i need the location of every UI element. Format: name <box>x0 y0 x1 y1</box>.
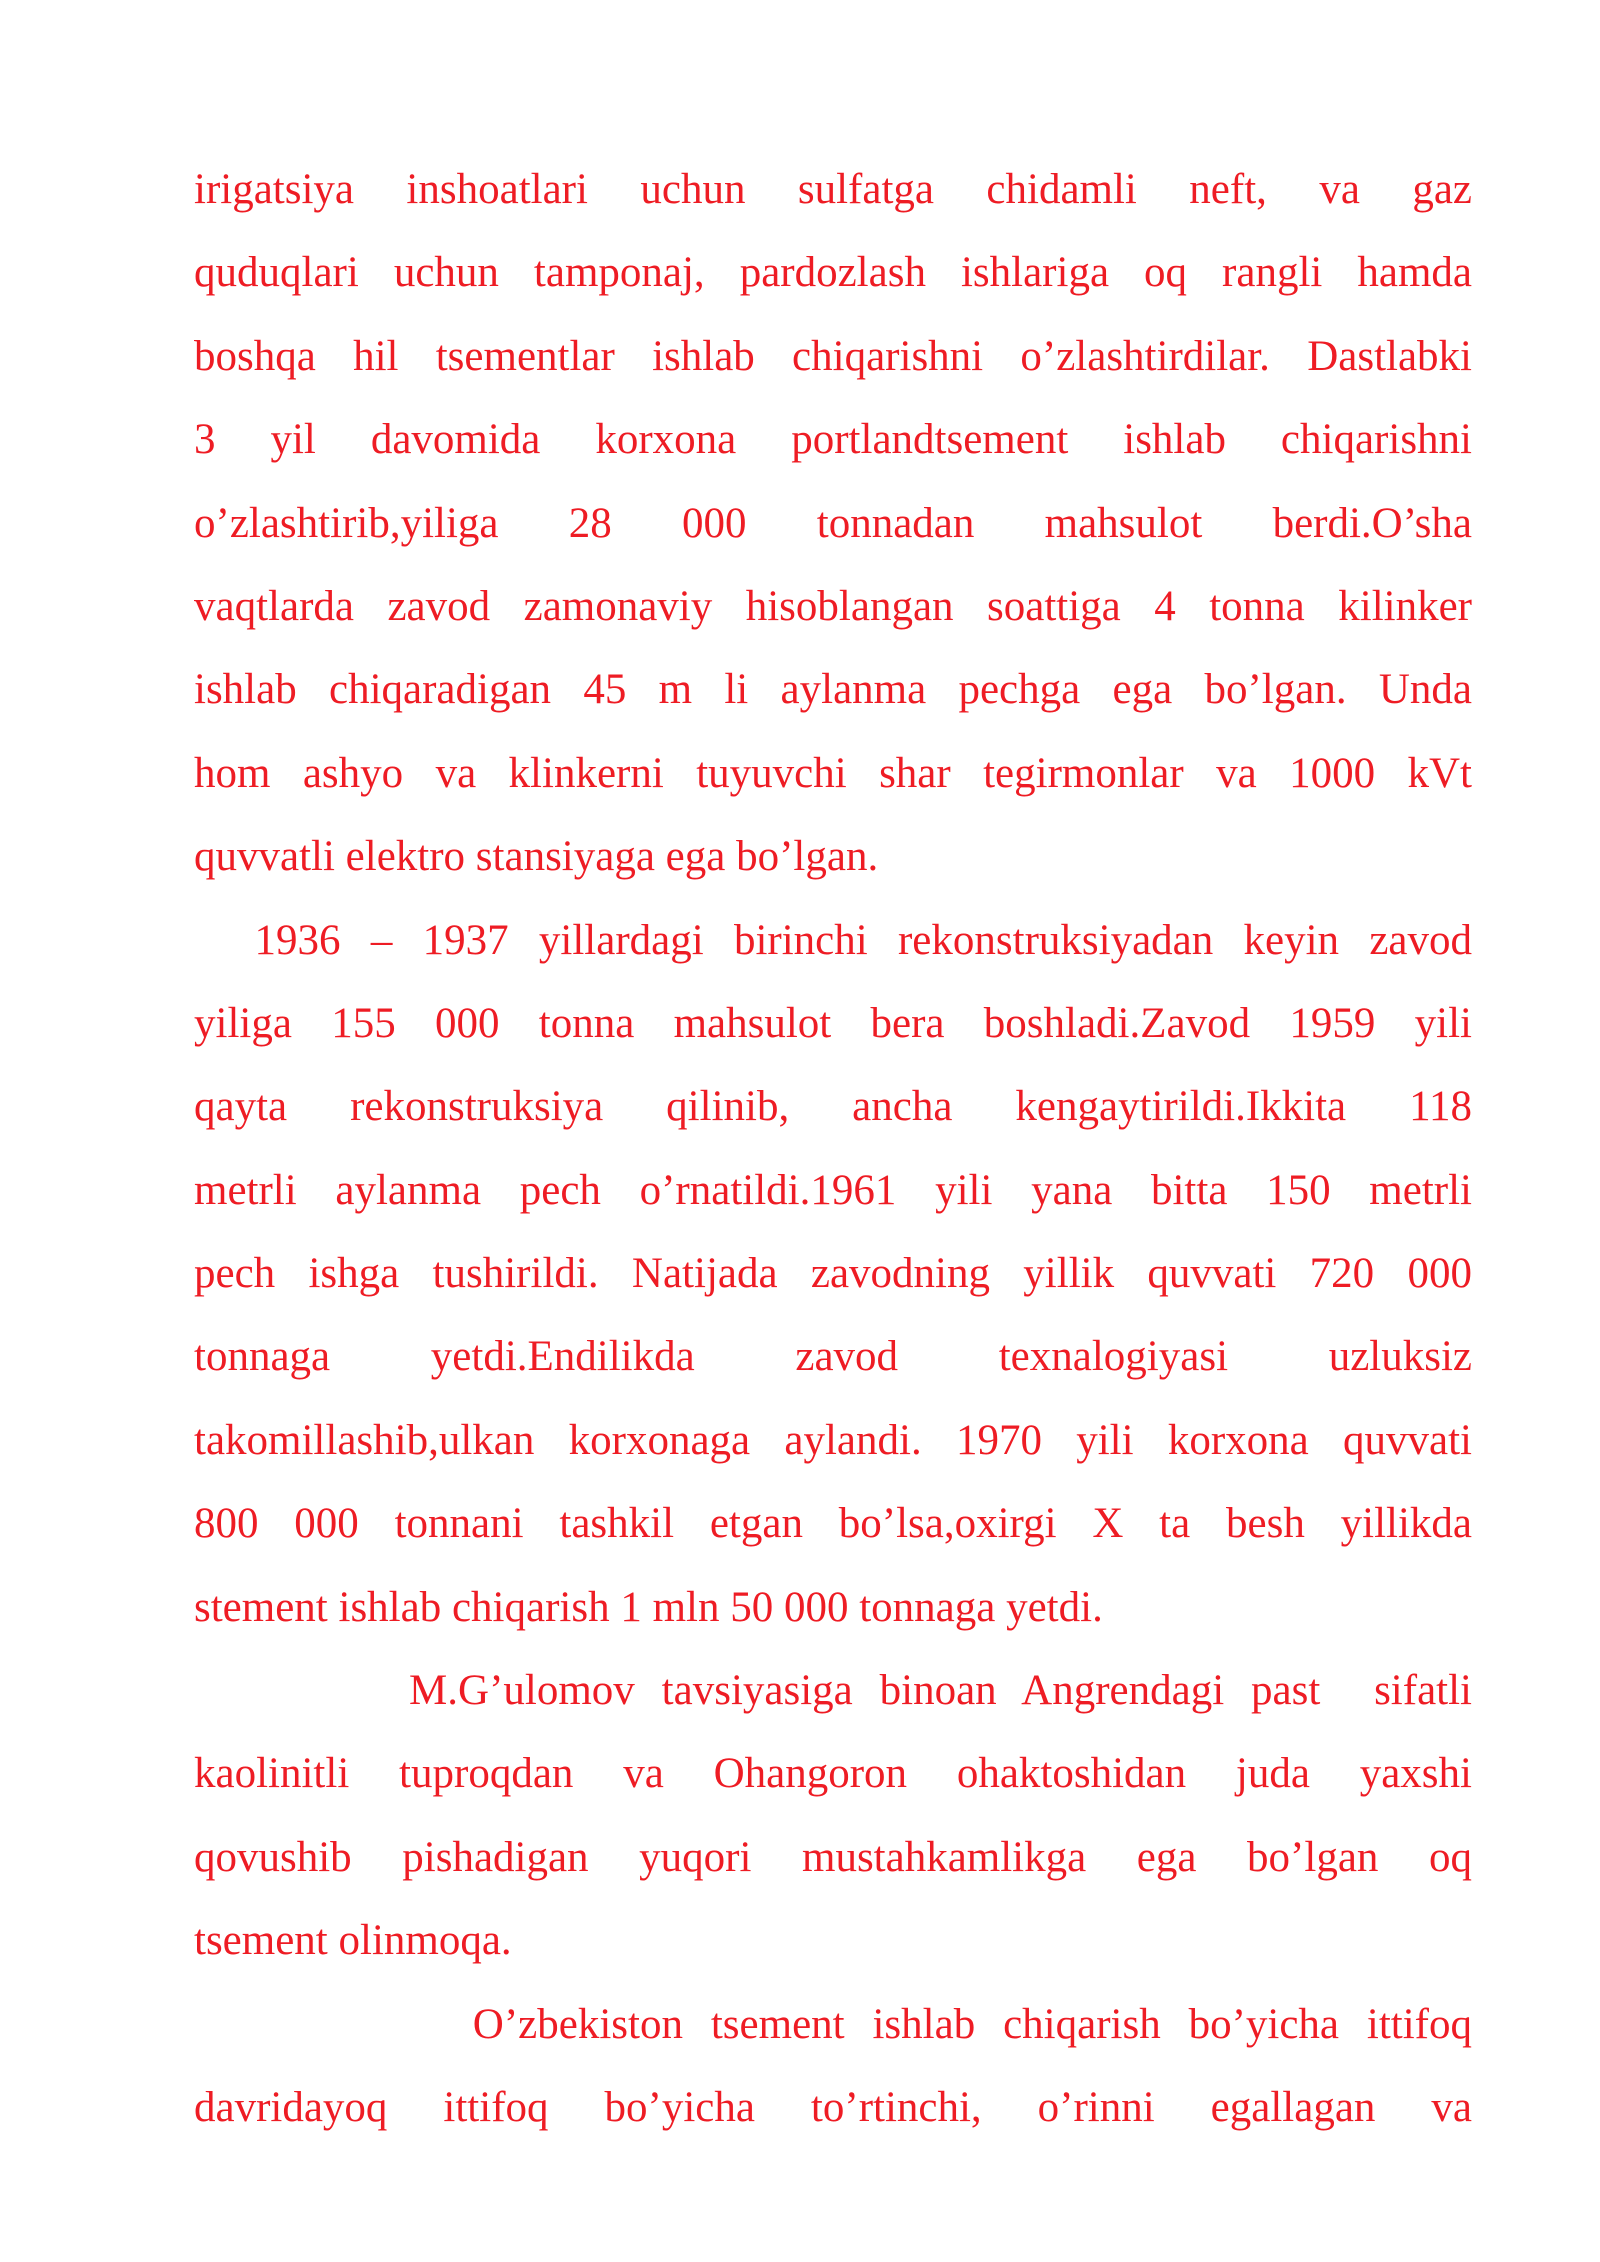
text-line-last: quvvatli elektro stansiyaga ega bo’lgan. <box>194 833 879 881</box>
text-line: ishlab chiqaradigan 45 m li aylanma pechga ega bo’lgan. Unda <box>194 666 1472 714</box>
text-line: irigatsiya inshoatlari uchun sulfatga chidamli neft, va gaz <box>194 166 1472 213</box>
text-line: 800 000 tonnani tashkil etgan bo’lsa,oxirgi X ta besh yillikda <box>194 1500 1472 1548</box>
text-line: qayta rekonstruksiya qilinib, ancha kengaytirildi.Ikkita 118 <box>194 1083 1472 1131</box>
text-line-last: stement ishlab chiqarish 1 mln 50 000 tonnaga yetdi. <box>194 1583 1103 1631</box>
text-line: kaolinitli tuproqdan va Ohangoron ohaktoshidan juda yaxshi <box>194 1750 1472 1798</box>
text-line-last: tsement olinmoqa. <box>194 1917 512 1965</box>
text-line: metrli aylanma pech o’rnatildi.1961 yili yana bitta 150 metrli <box>194 1166 1472 1214</box>
text-line: vaqtlarda zavod zamonaviy hisoblangan soattiga 4 tonna kilinker <box>194 582 1472 630</box>
text-line: 1936 – 1937 yillardagi birinchi rekonstruksiyadan keyin zavod <box>194 916 1472 964</box>
text-line: quduqlari uchun tamponaj, pardozlash ishlariga oq rangli hamda <box>194 249 1472 297</box>
text-line: yiliga 155 000 tonna mahsulot bera boshladi.Zavod 1959 yili <box>194 999 1472 1047</box>
text-line: o’zlashtirib,yiliga 28 000 tonnadan mahsulot berdi.O’sha <box>194 499 1472 547</box>
text-line: boshqa hil tsementlar ishlab chiqarishni o’zlashtirdilar. Dastlabki <box>194 332 1472 380</box>
text-line: qovushib pishadigan yuqori mustahkamlikga ega bo’lgan oq <box>194 1833 1472 1881</box>
text-line: M.G’ulomov tavsiyasiga binoan Angrendagi past sifatli <box>194 1667 1472 1715</box>
body-text <box>194 148 1472 2149</box>
text-line: tonnaga yetdi.Endilikda zavod texnalogiyasi uzluksiz <box>194 1333 1472 1381</box>
text-line: takomillashib,ulkan korxonaga aylandi. 1970 yili korxona quvvati <box>194 1416 1472 1464</box>
text-line: hom ashyo va klinkerni tuyuvchi shar tegirmonlar va 1000 kVt <box>194 749 1472 797</box>
text-line: davridayoq ittifoq bo’yicha to’rtinchi, o’rinni egallagan va <box>194 2083 1472 2131</box>
text-line: 3 yil davomida korxona portlandtsement ishlab chiqarishni <box>194 416 1472 464</box>
text-line: pech ishga tushirildi. Natijada zavodning yillik quvvati 720 000 <box>194 1250 1472 1298</box>
text-line: O’zbekiston tsement ishlab chiqarish bo’yicha ittifoq <box>194 2000 1472 2048</box>
